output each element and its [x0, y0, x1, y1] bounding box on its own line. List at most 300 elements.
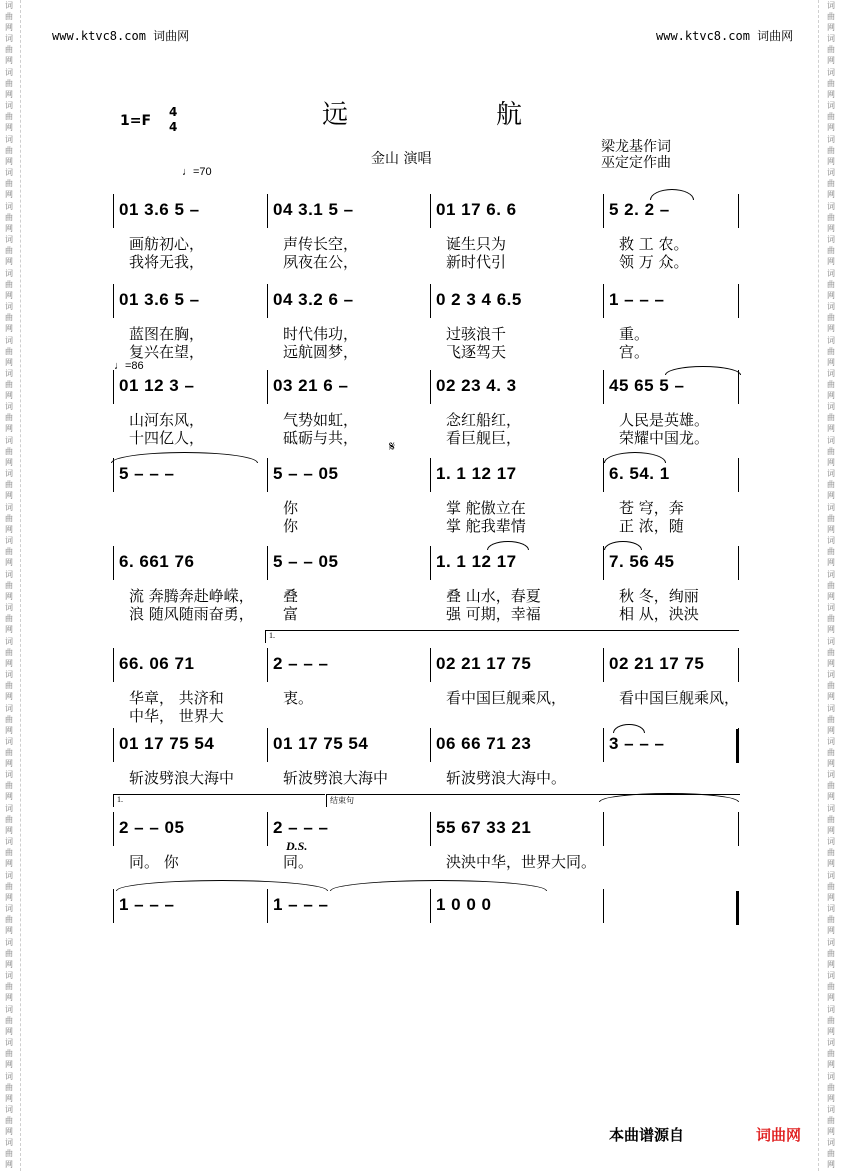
barline — [738, 284, 739, 318]
watermark-char: 词 — [5, 435, 13, 445]
watermark-char: 曲 — [5, 1115, 13, 1125]
watermark-char: 网 — [827, 156, 835, 166]
watermark-char: 曲 — [5, 781, 13, 791]
slur-arc — [604, 452, 666, 463]
barline — [603, 458, 604, 492]
lyric-line-2: 复兴在望， — [129, 343, 205, 361]
watermark-char: 网 — [5, 424, 13, 434]
watermark-char: 词 — [5, 603, 13, 613]
watermark-char: 网 — [5, 959, 13, 969]
watermark-char: 曲 — [827, 212, 835, 222]
watermark-char: 网 — [5, 457, 13, 467]
watermark-char: 网 — [827, 558, 835, 568]
watermark-char: 词 — [827, 402, 835, 412]
watermark-char: 词 — [827, 937, 835, 947]
barline — [267, 458, 268, 492]
measure-notes: 6. 54. 1 — [609, 464, 670, 483]
watermark-char: 词 — [5, 904, 13, 914]
barline — [430, 194, 431, 228]
watermark-char: 网 — [827, 23, 835, 32]
lyric-line-1: 救 工 农。 — [619, 235, 689, 253]
watermark-char: 词 — [827, 268, 835, 278]
watermark-char: 词 — [827, 636, 835, 646]
watermark-char: 词 — [827, 870, 835, 880]
barline — [603, 812, 604, 846]
watermark-char: 曲 — [827, 446, 835, 456]
lyric-line-2: 远航圆梦， — [283, 343, 359, 361]
barline — [267, 889, 268, 923]
lyric-line-2: 掌 舵我辈情 — [446, 517, 526, 535]
watermark-char: 词 — [5, 703, 13, 713]
watermark-char: 曲 — [5, 1049, 13, 1059]
barline — [738, 458, 739, 492]
watermark-char: 网 — [827, 692, 835, 702]
watermark-char: 词 — [5, 636, 13, 646]
singer-credit: 金山 演唱 — [371, 151, 432, 167]
watermark-char: 词 — [5, 335, 13, 345]
slur-arc — [604, 541, 642, 550]
watermark-char: 曲 — [5, 948, 13, 958]
lyric-line-1: 流 奔腾奔赴峥嵘， — [129, 587, 254, 605]
watermark-char: 曲 — [5, 547, 13, 557]
watermark-char: 曲 — [827, 848, 835, 858]
watermark-char: 词 — [827, 134, 835, 144]
watermark-char: 词 — [827, 435, 835, 445]
watermark-char: 曲 — [5, 714, 13, 724]
site-watermark-right: www.ktvc8.com 词曲网 — [656, 29, 794, 43]
watermark-char: 网 — [5, 692, 13, 702]
measure-notes: 5 2. 2 – — [609, 200, 670, 219]
barline — [267, 546, 268, 580]
barline — [738, 194, 739, 228]
watermark-char: 网 — [5, 390, 13, 400]
watermark-char: 词 — [5, 670, 13, 680]
watermark-char: 曲 — [827, 279, 835, 289]
watermark-char: 词 — [827, 502, 835, 512]
watermark-char: 词 — [827, 34, 835, 44]
watermark-char: 词 — [5, 402, 13, 412]
watermark-char: 网 — [827, 324, 835, 334]
measure-notes: 01 3.6 5 – — [119, 290, 200, 309]
barline — [267, 812, 268, 846]
watermark-char: 网 — [5, 993, 13, 1003]
watermark-char: 曲 — [5, 982, 13, 992]
lyric-line-1: 叠 — [283, 587, 299, 605]
lyric-line-1: 斩波劈浪大海中 — [129, 769, 235, 787]
watermark-char: 曲 — [5, 12, 13, 21]
watermark-char: 曲 — [827, 145, 835, 155]
watermark-char: 曲 — [827, 379, 835, 389]
site-watermark-left: www.ktvc8.com 词曲网 — [52, 29, 190, 43]
slur-arc — [116, 880, 328, 891]
watermark-char: 词 — [5, 368, 13, 378]
watermark-char: 网 — [5, 926, 13, 936]
watermark-char: 网 — [5, 1160, 13, 1170]
slur-arc — [665, 366, 741, 375]
watermark-char: 词 — [827, 368, 835, 378]
barline — [113, 889, 114, 923]
measure-notes: 02 21 17 75 — [436, 654, 532, 673]
page-title-part-2: 航 — [496, 100, 523, 130]
measure-notes: 03 21 6 – — [273, 376, 349, 395]
lyric-line-1: 看中国巨舰乘风， — [619, 689, 740, 707]
watermark-char: 曲 — [827, 681, 835, 691]
lyric-line-1: 秋 冬，绚丽 — [619, 587, 699, 605]
watermark-char: 曲 — [5, 45, 13, 55]
watermark-char: 网 — [827, 959, 835, 969]
barline — [113, 546, 114, 580]
lyric-line-2: 新时代引 — [446, 253, 507, 271]
watermark-char: 词 — [827, 235, 835, 245]
measure-notes: 7. 56 45 — [609, 552, 675, 571]
lyric-line-2: 相 从，泱泱 — [619, 605, 699, 623]
watermark-char: 网 — [827, 357, 835, 367]
watermark-char: 网 — [827, 491, 835, 501]
watermark-char: 曲 — [5, 313, 13, 323]
watermark-char: 词 — [827, 536, 835, 546]
watermark-char: 词 — [5, 502, 13, 512]
watermark-char: 网 — [5, 1060, 13, 1070]
measure-notes: 1. 1 12 17 — [436, 464, 517, 483]
watermark-char: 曲 — [827, 1049, 835, 1059]
side-watermark-left — [2, 0, 16, 1171]
watermark-char: 词 — [827, 1138, 835, 1148]
watermark-char: 曲 — [5, 78, 13, 88]
lyric-line-1: 掌 舵傲立在 — [446, 499, 526, 517]
watermark-char: 词 — [827, 101, 835, 111]
watermark-char: 网 — [827, 1026, 835, 1036]
lyric-line-2: 十四亿人， — [129, 429, 205, 447]
barline — [113, 458, 114, 492]
measure-notes: 45 65 5 – — [609, 376, 685, 395]
watermark-char: 词 — [5, 201, 13, 211]
watermark-char: 词 — [827, 302, 835, 312]
barline — [603, 194, 604, 228]
ending-label: 结束句 — [330, 796, 354, 805]
watermark-char: 网 — [827, 424, 835, 434]
watermark-char: 词 — [5, 268, 13, 278]
watermark-char: 词 — [5, 34, 13, 44]
slur-arc — [487, 541, 529, 550]
watermark-char: 曲 — [5, 614, 13, 624]
lyric-line-2: 砥砺与共， — [283, 429, 359, 447]
segno-sign: 𝄋 — [389, 439, 396, 455]
measure-notes: 2 – – – — [273, 654, 329, 673]
thick-barline — [736, 729, 739, 763]
watermark-char: 词 — [5, 1038, 13, 1048]
watermark-char: 网 — [5, 223, 13, 233]
measure-notes: 0 2 3 4 6.5 — [436, 290, 522, 309]
watermark-char: 网 — [5, 658, 13, 668]
watermark-char: 词 — [827, 770, 835, 780]
watermark-char: 曲 — [5, 580, 13, 590]
lyric-line-1: 山河东风， — [129, 411, 205, 429]
lyric-line-1: 蓝图在胸， — [129, 325, 205, 343]
second-volta-bracket — [113, 794, 325, 807]
page-title-part-1: 远 — [322, 100, 349, 130]
watermark-char: 网 — [5, 859, 13, 869]
watermark-char: 网 — [5, 491, 13, 501]
watermark-char: 词 — [827, 1038, 835, 1048]
watermark-char: 曲 — [827, 413, 835, 423]
watermark-char: 网 — [827, 524, 835, 534]
lyric-line-1: 气势如虹， — [283, 411, 359, 429]
watermark-char: 网 — [827, 1160, 835, 1170]
lyric-line-1: 时代伟功， — [283, 325, 359, 343]
lyric-line-1: 泱泱中华，世界大同。 — [446, 853, 597, 871]
lyric-line-1: 人民是英雄。 — [619, 411, 710, 429]
lyric-line-2: 正 浓，随 — [619, 517, 684, 535]
source-label: 本曲谱源自 — [609, 1126, 685, 1144]
measure-notes: 2 – – – — [273, 818, 329, 837]
watermark-char: 网 — [5, 89, 13, 99]
volta-label-1: 1. — [269, 631, 275, 640]
watermark-char: 网 — [827, 892, 835, 902]
lyric-line-1: 诞生只为 — [446, 235, 507, 253]
watermark-char: 网 — [5, 825, 13, 835]
thick-barline — [736, 891, 739, 925]
barline — [430, 546, 431, 580]
lyric-line-2: 中华， 世界大 — [129, 707, 224, 725]
lyric-line-1: 同。 — [283, 853, 314, 871]
watermark-char: 曲 — [827, 915, 835, 925]
watermark-char: 词 — [5, 536, 13, 546]
barline — [430, 284, 431, 318]
watermark-char: 曲 — [827, 982, 835, 992]
lyric-line-2: 浪 随风随雨奋勇， — [129, 605, 254, 623]
watermark-char: 词 — [5, 870, 13, 880]
measure-notes: 1 0 0 0 — [436, 895, 492, 914]
lyric-line-2: 强 可期，幸福 — [446, 605, 541, 623]
barline — [738, 370, 739, 404]
watermark-char: 词 — [5, 736, 13, 746]
lyric-line-2: 夙夜在公， — [283, 253, 359, 271]
lyric-line-1: 斩波劈浪大海中。 — [446, 769, 567, 787]
lyric-line-1: 过骇浪千 — [446, 325, 507, 343]
composer-credit: 巫定定作曲 — [601, 155, 671, 171]
barline — [113, 284, 114, 318]
watermark-char: 网 — [827, 223, 835, 233]
barline — [113, 728, 114, 762]
measure-notes: 1. 1 12 17 — [436, 552, 517, 571]
watermark-char: 词 — [827, 736, 835, 746]
watermark-char: 词 — [827, 971, 835, 981]
watermark-char: 曲 — [827, 246, 835, 256]
watermark-char: 曲 — [827, 647, 835, 657]
barline — [113, 370, 114, 404]
watermark-char: 曲 — [827, 179, 835, 189]
lyric-line-2: 我将无我， — [129, 253, 205, 271]
lyric-line-1: 看中国巨舰乘风， — [446, 689, 567, 707]
watermark-char: 网 — [5, 156, 13, 166]
watermark-char: 网 — [827, 758, 835, 768]
measure-notes: 04 3.2 6 – — [273, 290, 354, 309]
watermark-char: 网 — [5, 324, 13, 334]
watermark-char: 曲 — [827, 881, 835, 891]
barline — [430, 458, 431, 492]
watermark-char: 曲 — [827, 948, 835, 958]
key-signature: 1=F — [120, 113, 152, 129]
watermark-char: 网 — [827, 658, 835, 668]
watermark-char: 词 — [5, 971, 13, 981]
barline — [430, 728, 431, 762]
watermark-char: 词 — [5, 302, 13, 312]
barline — [603, 284, 604, 318]
barline — [430, 812, 431, 846]
watermark-char: 网 — [827, 591, 835, 601]
measure-notes: 02 21 17 75 — [609, 654, 705, 673]
measure-notes: 04 3.1 5 – — [273, 200, 354, 219]
lyric-line-2: 飞逐驾天 — [446, 343, 507, 361]
watermark-char: 网 — [5, 23, 13, 32]
watermark-char: 词 — [5, 469, 13, 479]
watermark-char: 曲 — [5, 513, 13, 523]
measure-notes: 01 17 75 54 — [273, 734, 369, 753]
watermark-char: 网 — [5, 1026, 13, 1036]
lyric-line-1: 画舫初心， — [129, 235, 205, 253]
watermark-char: 曲 — [827, 614, 835, 624]
watermark-char: 曲 — [827, 1082, 835, 1092]
lyric-line-2: 领 万 众。 — [619, 253, 689, 271]
watermark-char: 网 — [5, 257, 13, 267]
watermark-char: 词 — [827, 703, 835, 713]
measure-notes: 02 23 4. 3 — [436, 376, 517, 395]
barline — [738, 546, 739, 580]
watermark-char: 词 — [827, 335, 835, 345]
barline — [113, 812, 114, 846]
tempo-marking-2: ♩=86 — [114, 360, 144, 372]
watermark-char: 词 — [5, 937, 13, 947]
watermark-char: 曲 — [5, 112, 13, 122]
watermark-char: 网 — [827, 190, 835, 200]
lyric-line-1: 苍 穹，奔 — [619, 499, 684, 517]
watermark-char: 网 — [827, 792, 835, 802]
watermark-char: 词 — [827, 67, 835, 77]
watermark-char: 词 — [5, 1071, 13, 1081]
watermark-char: 曲 — [5, 881, 13, 891]
volta-label-1b: 1. — [117, 795, 123, 804]
watermark-char: 网 — [5, 792, 13, 802]
barline — [267, 648, 268, 682]
watermark-char: 曲 — [827, 346, 835, 356]
watermark-char: 词 — [827, 1071, 835, 1081]
watermark-char: 网 — [5, 524, 13, 534]
watermark-char: 曲 — [827, 12, 835, 21]
ending-bracket — [326, 794, 740, 807]
watermark-char: 网 — [827, 390, 835, 400]
lyric-line-2: 宫。 — [619, 343, 650, 361]
watermark-char: 网 — [827, 1060, 835, 1070]
watermark-char: 网 — [827, 993, 835, 1003]
watermark-char: 曲 — [5, 1015, 13, 1025]
watermark-char: 曲 — [827, 480, 835, 490]
watermark-char: 网 — [827, 1126, 835, 1136]
measure-notes: 5 – – 05 — [273, 552, 339, 571]
watermark-char: 网 — [827, 257, 835, 267]
watermark-char: 曲 — [827, 1149, 835, 1159]
barline — [738, 812, 739, 846]
watermark-char: 词 — [827, 837, 835, 847]
watermark-char: 曲 — [827, 814, 835, 824]
slur-arc — [330, 880, 547, 891]
barline — [603, 648, 604, 682]
measure-notes: 2 – – 05 — [119, 818, 185, 837]
watermark-char: 词 — [5, 134, 13, 144]
watermark-char: 曲 — [827, 112, 835, 122]
measure-notes: 55 67 33 21 — [436, 818, 532, 837]
barline — [267, 728, 268, 762]
watermark-char: 词 — [5, 803, 13, 813]
side-watermark-right — [824, 0, 838, 1171]
barline — [603, 546, 604, 580]
lyric-line-2: 荣耀中国龙。 — [619, 429, 710, 447]
watermark-char: 网 — [827, 56, 835, 66]
watermark-char: 网 — [827, 859, 835, 869]
time-signature-top: 4 — [169, 105, 178, 119]
watermark-char: 网 — [5, 190, 13, 200]
watermark-char: 曲 — [827, 513, 835, 523]
barline — [430, 370, 431, 404]
barline — [267, 194, 268, 228]
watermark-char: 词 — [827, 569, 835, 579]
watermark-char: 网 — [5, 758, 13, 768]
watermark-char: 曲 — [827, 78, 835, 88]
watermark-char: 曲 — [5, 413, 13, 423]
slur-arc — [650, 189, 694, 200]
lyric-line-2: 富 — [283, 605, 299, 623]
watermark-char: 网 — [827, 457, 835, 467]
watermark-char: 曲 — [5, 480, 13, 490]
barline — [267, 284, 268, 318]
ds-marking: D.S. — [286, 839, 308, 853]
watermark-char: 词 — [5, 569, 13, 579]
watermark-char: 曲 — [5, 1149, 13, 1159]
watermark-char: 词 — [827, 1104, 835, 1114]
watermark-char: 曲 — [5, 647, 13, 657]
watermark-char: 词 — [5, 837, 13, 847]
barline — [603, 728, 604, 762]
measure-notes: 01 12 3 – — [119, 376, 195, 395]
measure-notes: 1 – – – — [273, 895, 329, 914]
watermark-char: 曲 — [5, 848, 13, 858]
watermark-char: 词 — [5, 1004, 13, 1014]
watermark-char: 曲 — [5, 1082, 13, 1092]
watermark-char: 词 — [5, 168, 13, 178]
watermark-char: 曲 — [5, 814, 13, 824]
right-edge-line — [818, 0, 819, 1171]
watermark-char: 曲 — [827, 580, 835, 590]
watermark-char: 网 — [5, 357, 13, 367]
watermark-char: 曲 — [5, 179, 13, 189]
watermark-char: 曲 — [827, 45, 835, 55]
measure-notes: 5 – – – — [119, 464, 175, 483]
watermark-char: 词 — [827, 670, 835, 680]
barline — [738, 648, 739, 682]
slur-arc — [613, 724, 645, 733]
lyricist-credit: 梁龙基作词 — [601, 139, 671, 155]
watermark-char: 网 — [5, 892, 13, 902]
watermark-char: 网 — [827, 725, 835, 735]
watermark-char: 网 — [5, 1093, 13, 1103]
slur-arc — [111, 452, 258, 463]
watermark-char: 曲 — [827, 547, 835, 557]
watermark-char: 词 — [827, 603, 835, 613]
watermark-char: 网 — [827, 926, 835, 936]
watermark-char: 曲 — [5, 246, 13, 256]
watermark-char: 网 — [827, 825, 835, 835]
watermark-char: 曲 — [5, 915, 13, 925]
watermark-char: 网 — [827, 625, 835, 635]
